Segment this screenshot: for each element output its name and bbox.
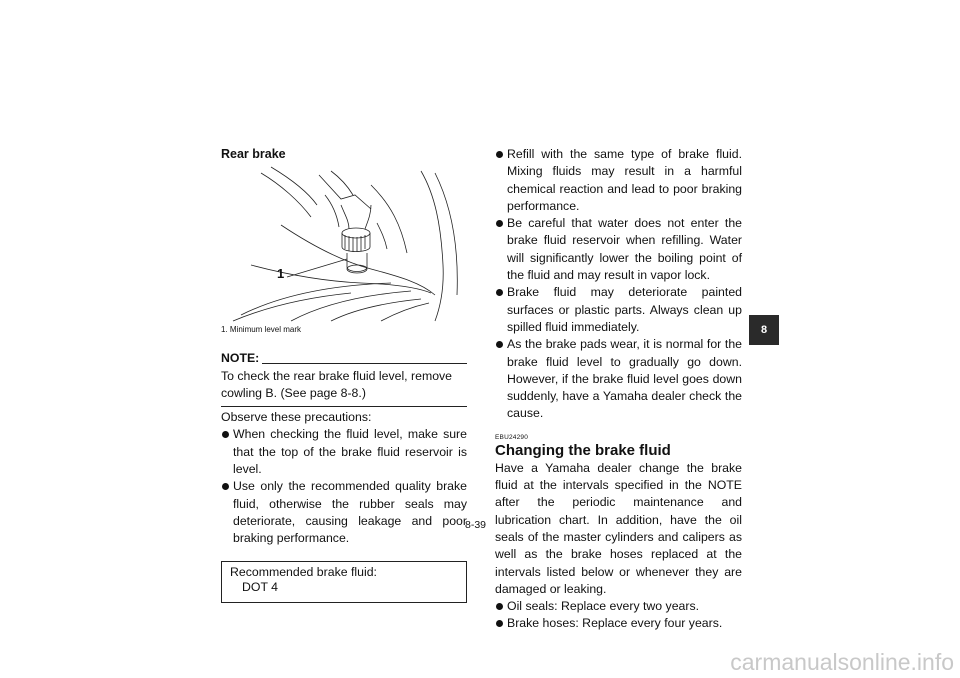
note-block [221,350,467,407]
list-item: Refill with the same type of brake fluid. Mixing fluids may result in a harmful chemical reaction and lead to poor braking performance. [495,146,742,215]
section-title: Changing the brake fluid [495,441,671,459]
precautions-intro: Observe these precautions: [221,410,372,425]
list-item: Oil seals: Replace every two years. [495,598,742,615]
note-label: NOTE: [221,351,260,366]
section-code: EBU24290 [495,433,529,441]
right-column [495,146,742,633]
rear-brake-heading: Rear brake [221,147,286,161]
section-body: Have a Yamaha dealer change the brake fluid at the intervals specified in the NOTE after the periodic maintenance and lubrication chart. In addition, have the oil seals of the master cylinders and calipers as well as the brake hoses replaced at the intervals listed below or whenever they are damaged or leaking. [495,460,742,596]
note-rule [262,363,467,364]
list-item: Be careful that water does not enter the brake fluid reservoir when refilling. Water will significantly lower the boiling point of the fluid and may result in vapor lock. [495,215,742,284]
chapter-tab: 8 [749,315,779,345]
figure-caption: 1. Minimum level mark [221,325,302,335]
spec-value: DOT 4 [242,579,278,594]
left-bullet-list [221,426,467,547]
list-item: Brake hoses: Replace every four years. [495,615,742,632]
left-column [221,146,467,603]
watermark: carmanualsonline.info [730,649,954,675]
replacement-interval-list [495,598,742,633]
list-item: Use only the recommended quality brake fluid, otherwise the rubber seals may deteriorate, causing leakage and poor braking performance. [221,478,467,547]
note-header [221,350,467,367]
right-bullet-list [495,146,742,423]
figure-callout-1: 1 [277,266,285,282]
list-item: When checking the fluid level, make sure that the top of the brake fluid reservoir is level. [221,426,467,478]
page-number: 8-39 [465,519,487,531]
note-text: To check the rear brake fluid level, remove cowling B. (See page 8-8.) [221,368,467,408]
recommended-fluid-box [221,561,467,603]
spec-label: Recommended brake fluid: [230,564,377,579]
rear-brake-illustration [221,165,467,323]
reservoir-line-drawing [221,165,467,323]
list-item: Brake fluid may deteriorate painted surfaces or plastic parts. Always clean up spilled fluid immediately. [495,284,742,336]
list-item: As the brake pads wear, it is normal for the brake fluid level to gradually go down. However, if the brake fluid level goes down suddenly, have a Yamaha dealer check the cause. [495,336,742,422]
